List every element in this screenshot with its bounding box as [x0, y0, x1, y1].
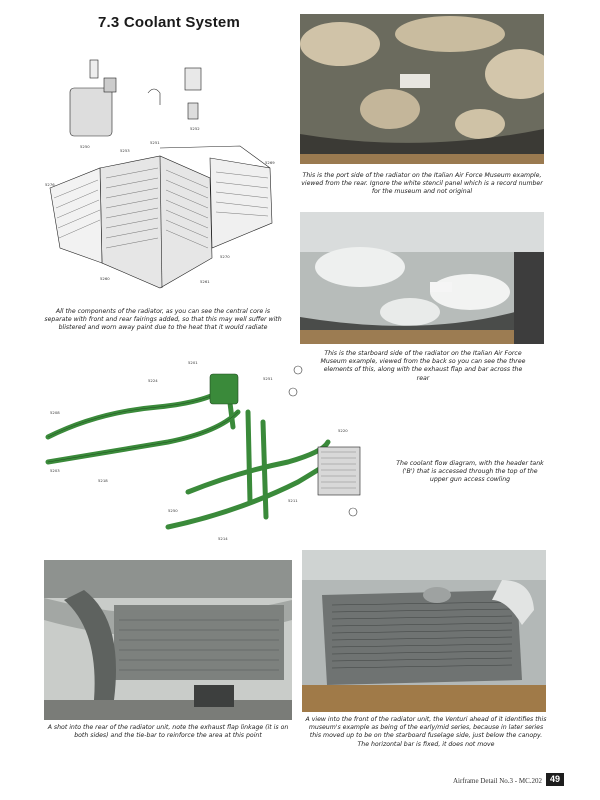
svg-text:5250: 5250	[80, 144, 90, 149]
svg-text:5218: 5218	[98, 478, 108, 483]
svg-text:5252: 5252	[190, 126, 200, 131]
coolant-flow-diagram	[38, 352, 378, 552]
svg-text:5276: 5276	[45, 182, 55, 187]
svg-text:5269: 5269	[265, 160, 275, 165]
svg-text:5260: 5260	[100, 276, 110, 281]
caption-photo4: A view into the front of the radiator unit, the Venturi ahead of it identifies this museum's example as being of the early/mid series, because in later series this moved up to be on the starboard fuselage side, just below the canopy. The horizontal bar is fixed, it does not move	[305, 716, 547, 748]
svg-text:5224: 5224	[148, 378, 158, 383]
exploded-radiator-drawing	[40, 48, 285, 298]
svg-text:5251: 5251	[263, 376, 273, 381]
svg-text:5270: 5270	[220, 254, 230, 259]
caption-flow-diagram: The coolant flow diagram, with the header tank ('B') that is accessed through the top of the upper gun access cowling	[396, 460, 544, 484]
svg-text:5203: 5203	[50, 468, 60, 473]
svg-text:5220: 5220	[338, 428, 348, 433]
caption-photo3: A shot into the rear of the radiator unit, note the exhaust flap linkage (it is on both sides) and the tie-bar to reinforce the area at this point	[47, 724, 289, 740]
caption-exploded: All the components of the radiator, as you can see the central core is separate with front and rear fairings added, so that this may well suffer with blistered and worn away paint due to the heat that it would radiate	[44, 308, 282, 332]
svg-text:5253: 5253	[120, 148, 130, 153]
page-number: 49	[546, 773, 564, 786]
photo-port-side-radiator	[300, 14, 544, 164]
photo-starboard-side-radiator	[300, 212, 544, 344]
svg-text:5251: 5251	[150, 140, 160, 145]
section-title: 7.3 Coolant System	[98, 14, 240, 31]
photo-front-radiator-unit	[302, 550, 546, 712]
footer-publication: Airframe Detail No.3 - MC.202	[452, 777, 542, 785]
svg-text:5261: 5261	[200, 279, 210, 284]
svg-text:5201: 5201	[188, 360, 198, 365]
caption-photo1: This is the port side of the radiator on the Italian Air Force Museum example, viewed from the rear. Ignore the white stencil panel which is a record number for the museum and not original	[301, 172, 543, 196]
caption-photo2: This is the starboard side of the radiator on the Italian Air Force Museum example, viewed from the back so you can see the three elements of this, along with the exhaust flap and bar across the rear	[320, 350, 526, 382]
svg-text:5211: 5211	[288, 498, 298, 503]
svg-text:5208: 5208	[50, 410, 60, 415]
svg-text:5214: 5214	[218, 536, 228, 541]
svg-text:5250: 5250	[168, 508, 178, 513]
photo-rear-radiator-unit	[44, 560, 292, 720]
